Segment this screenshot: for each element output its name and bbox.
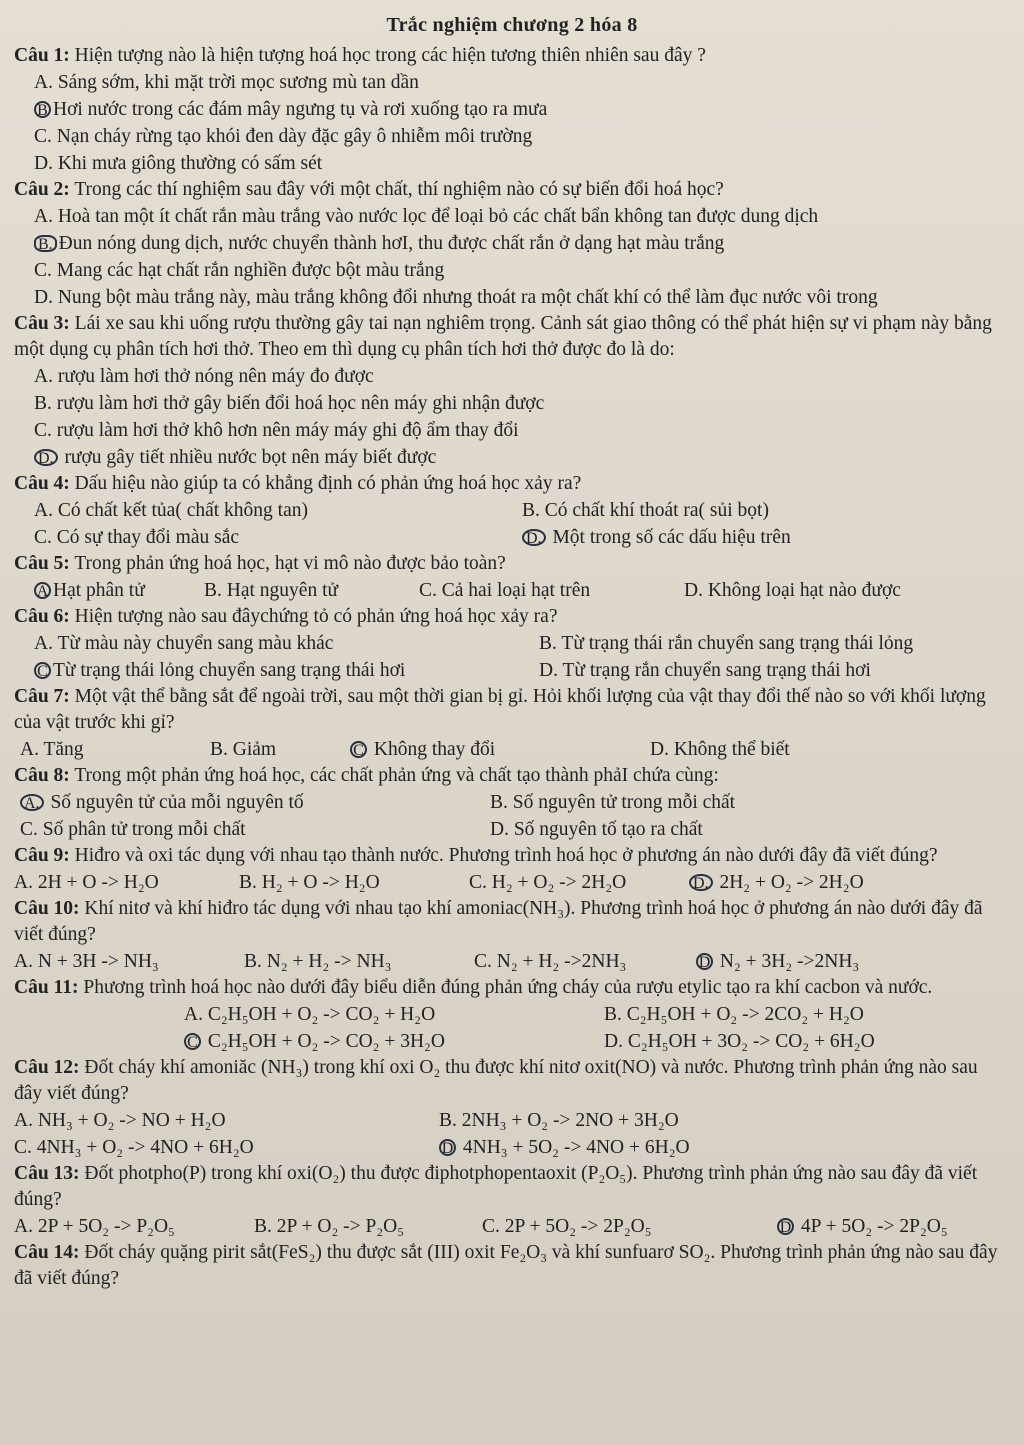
option-11c[interactable] [184,1028,604,1055]
option-6a[interactable]: A. Từ màu này chuyển sang màu khác [34,633,334,654]
option-5c[interactable]: C. Cả hai loại hạt trên [419,580,591,601]
question-text: Trong các thí nghiệm sau đây với một chất, thí nghiệm nào có sự biến đổi hoá học? [74,179,724,200]
option-9b[interactable]: B. H₂ + O -> H₂O [239,872,380,893]
question-label: Câu 9: [14,845,70,866]
option-13d[interactable] [777,1213,1010,1240]
question-label: Câu 6: [14,606,70,627]
question-text: Đốt cháy khí amoniăc (NH₃) trong khí oxi O₂ thu được khí nitơ oxit(NO) và nước. Phương trình phản ứng nào sau đây viết đúng? [14,1057,978,1104]
option-6b[interactable]: B. Từ trạng thái rắn chuyển sang trạng thái lỏng [539,633,914,654]
option-4a[interactable]: A. Có chất kết tủa( chất không tan) [34,500,308,521]
option-5b[interactable]: B. Hạt nguyên tử [204,580,339,601]
option-12b[interactable]: B. 2NH₃ + O₂ -> 2NO + 3H₂O [439,1110,679,1131]
question-text: Hiđro và oxi tác dụng với nhau tạo thành nước. Phương trình hoá học ở phương án nào dưới đây đã viết đúng? [74,845,938,866]
question-label: Câu 1: [14,45,70,66]
question-2 [14,177,1010,203]
option-3a[interactable]: A. rượu làm hơi thở nóng nên máy đo được [34,366,374,387]
option-7a[interactable]: A. Tăng [20,739,84,760]
question-text: Khí nitơ và khí hiđro tác dụng với nhau tạo khí amoniac(NH₃). Phương trình hoá học ở phương án nào dưới đây đã viết đúng? [14,898,983,945]
question-label: Câu 3: [14,313,70,334]
option-text: C₂H₅OH + O₂ -> CO₂ + 3H₂O [207,1031,445,1052]
option-13a[interactable]: A. 2P + 5O₂ -> P₂O₅ [14,1216,175,1237]
question-text: Đốt cháy quặng pirit sắt(FeS₂) thu được sắt (III) oxit Fe₂O₃ và khí sunfuarơ SO₂. Phương trình phản ứng nào sau đây đã viết đúng? [14,1242,998,1289]
option-text: N₂ + 3H₂ ->2NH₃ [719,951,860,972]
option-12a[interactable]: A. NH₃ + O₂ -> NO + H₂O [14,1110,226,1131]
option-6d[interactable]: D. Từ trạng rắn chuyển sang trạng thái hơi [539,660,871,681]
answer-circle-mark: D [439,1139,456,1156]
option-10d[interactable] [696,948,1010,975]
question-10 [14,896,1010,948]
question-label: Câu 10: [14,898,80,919]
option-4d[interactable] [522,524,1010,551]
question-3 [14,311,1010,363]
question-label: Câu 4: [14,473,70,494]
option-3b[interactable]: B. rượu làm hơi thở gây biến đổi hoá học nên máy ghi nhận được [34,393,545,414]
question-5 [14,551,1010,577]
page-title: Trắc nghiệm chương 2 hóa 8 [386,14,638,36]
question-label: Câu 14: [14,1242,80,1263]
question-label: Câu 12: [14,1057,80,1078]
option-2c[interactable]: C. Mang các hạt chất rắn nghiền được bột màu trắng [34,260,445,281]
option-2a[interactable]: A. Hoà tan một ít chất rắn màu trắng vào nước lọc để loại bỏ các chất bẩn không tan được dung dịch [34,206,819,227]
question-1 [14,43,1010,69]
question-7 [14,684,1010,736]
option-10c[interactable]: C. N₂ + H₂ ->2NH₃ [474,951,627,972]
question-text: Lái xe sau khi uống rượu thường gây tai nạn nghiêm trọng. Cảnh sát giao thông có thể phát hiện sự vi phạm này bằng một dụng cụ phân tích hơi thở. Theo em thì dụng cụ phân tích hơi thở được đo là do: [14,313,992,360]
question-8 [14,763,1010,789]
option-1d[interactable]: D. Khi mưa giông thường có sấm sét [34,153,323,174]
question-text: Trong phản ứng hoá học, hạt vi mô nào được bảo toàn? [74,553,506,574]
option-11a[interactable]: A. C₂H₅OH + O₂ -> CO₂ + H₂O [184,1004,436,1025]
option-text: Đun nóng dung dịch, nước chuyển thành hơI, thu được chất rắn ở dạng hạt màu trắng [58,233,725,254]
option-9c[interactable]: C. H₂ + O₂ -> 2H₂O [469,872,627,893]
answer-circle-mark: B. [34,235,57,252]
option-text: Từ trạng thái lỏng chuyển sang trạng thái hơi [53,660,406,681]
option-6c[interactable] [34,657,539,684]
answer-circle-mark: C [34,662,51,679]
answer-circle-mark: A [34,582,51,599]
option-text: Hơi nước trong các đám mây ngưng tụ và rơi xuống tạo ra mưa [53,99,548,120]
option-1b[interactable] [14,96,1010,123]
option-2b[interactable] [14,230,1010,257]
question-14 [14,1240,1010,1292]
option-4c[interactable]: C. Có sự thay đổi màu sắc [34,527,240,548]
option-1c[interactable]: C. Nạn cháy rừng tạo khói đen dày đặc gây ô nhiễm môi trường [34,126,533,147]
option-3c[interactable]: C. rượu làm hơi thở khô hơn nên máy máy ghi độ ẩm thay đổi [34,420,519,441]
answer-circle-mark: B [34,101,51,118]
option-8a[interactable] [20,789,490,816]
option-text: 4NH₃ + 5O₂ -> 4NO + 6H₂O [462,1137,690,1158]
question-text: Một vật thể bằng sắt để ngoài trời, sau một thời gian bị gỉ. Hỏi khối lượng của vật thay đổi thế nào so với khối lượng của vật trước khi gỉ? [14,686,986,733]
answer-circle-mark: D. [34,449,58,466]
question-4 [14,471,1010,497]
option-7c[interactable] [350,736,650,763]
option-text: 4P + 5O₂ -> 2P₂O₅ [800,1216,948,1237]
option-5d[interactable]: D. Không loại hạt nào được [684,580,901,601]
option-13b[interactable]: B. 2P + O₂ -> P₂O₅ [254,1216,405,1237]
option-4b[interactable]: B. Có chất khí thoát ra( sủi bọt) [522,500,769,521]
question-text: Hiện tượng nào là hiện tượng hoá học trong các hiện tương thiên nhiên sau đây ? [74,45,706,66]
answer-circle-mark: D [696,953,713,970]
question-text: Đốt photpho(P) trong khí oxi(O₂) thu được điphotphopentaoxit (P₂O₅). Phương trình phản ứng nào sau đây đã viết đúng? [14,1163,978,1210]
question-12 [14,1055,1010,1107]
option-12c[interactable]: C. 4NH₃ + O₂ -> 4NO + 6H₂O [14,1137,254,1158]
option-text: Một trong số các dấu hiệu trên [552,527,791,548]
question-text: Dấu hiệu nào giúp ta có khẳng định có phản ứng hoá học xảy ra? [74,473,582,494]
question-13 [14,1161,1010,1213]
option-8c[interactable]: C. Số phân tử trong mỗi chất [20,819,246,840]
answer-circle-mark: D. [689,874,713,891]
question-11 [14,975,1010,1001]
question-6 [14,604,1010,630]
option-10a[interactable]: A. N + 3H -> NH₃ [14,951,159,972]
option-10b[interactable]: B. N₂ + H₂ -> NH₃ [244,951,392,972]
option-text: rượu gây tiết nhiều nước bọt nên máy biết được [64,447,437,468]
option-8d[interactable]: D. Số nguyên tố tạo ra chất [490,819,703,840]
question-label: Câu 7: [14,686,70,707]
option-7b[interactable]: B. Giảm [210,739,277,760]
question-text: Hiện tượng nào sau đâychứng tỏ có phản ứng hoá học xảy ra? [74,606,558,627]
question-text: Phương trình hoá học nào dưới đây biểu diễn đúng phản ứng cháy của rượu etylic tạo ra khí cacbon và nước. [83,977,933,998]
question-label: Câu 2: [14,179,70,200]
option-text: 2H₂ + O₂ -> 2H₂O [719,872,864,893]
question-label: Câu 5: [14,553,70,574]
answer-circle-mark: A. [20,794,44,811]
answer-circle-mark: C [184,1033,201,1050]
option-1a[interactable]: A. Sáng sớm, khi mặt trời mọc sương mù tan dần [34,72,419,93]
option-9a[interactable]: A. 2H + O -> H₂O [14,872,159,893]
option-11d[interactable]: D. C₂H₅OH + 3O₂ -> CO₂ + 6H₂O [604,1031,875,1052]
option-7d[interactable]: D. Không thể biết [650,739,790,760]
option-3d[interactable] [14,444,1010,471]
option-11b[interactable]: B. C₂H₅OH + O₂ -> 2CO₂ + H₂O [604,1004,864,1025]
option-12d[interactable] [439,1134,1010,1161]
answer-circle-mark: D. [522,529,546,546]
option-5a[interactable] [34,577,204,604]
option-text: Số nguyên tử của mỗi nguyên tố [50,792,304,813]
question-9 [14,843,1010,869]
option-text: Hạt phân tử [53,580,145,601]
answer-circle-mark: D [777,1218,794,1235]
question-label: Câu 11: [14,977,79,998]
option-9d[interactable] [689,869,1010,896]
answer-circle-mark: C [350,741,367,758]
option-8b[interactable]: B. Số nguyên tử trong mỗi chất [490,792,736,813]
question-text: Trong một phản ứng hoá học, các chất phản ứng và chất tạo thành phảI chứa cùng: [74,765,719,786]
option-2d[interactable]: D. Nung bột màu trắng này, màu trắng không đổi nhưng thoát ra một chất khí có thể làm đục nước vôi trong [34,287,878,308]
question-label: Câu 13: [14,1163,80,1184]
question-label: Câu 8: [14,765,70,786]
option-13c[interactable]: C. 2P + 5O₂ -> 2P₂O₅ [482,1216,652,1237]
option-text: Không thay đổi [373,739,496,760]
